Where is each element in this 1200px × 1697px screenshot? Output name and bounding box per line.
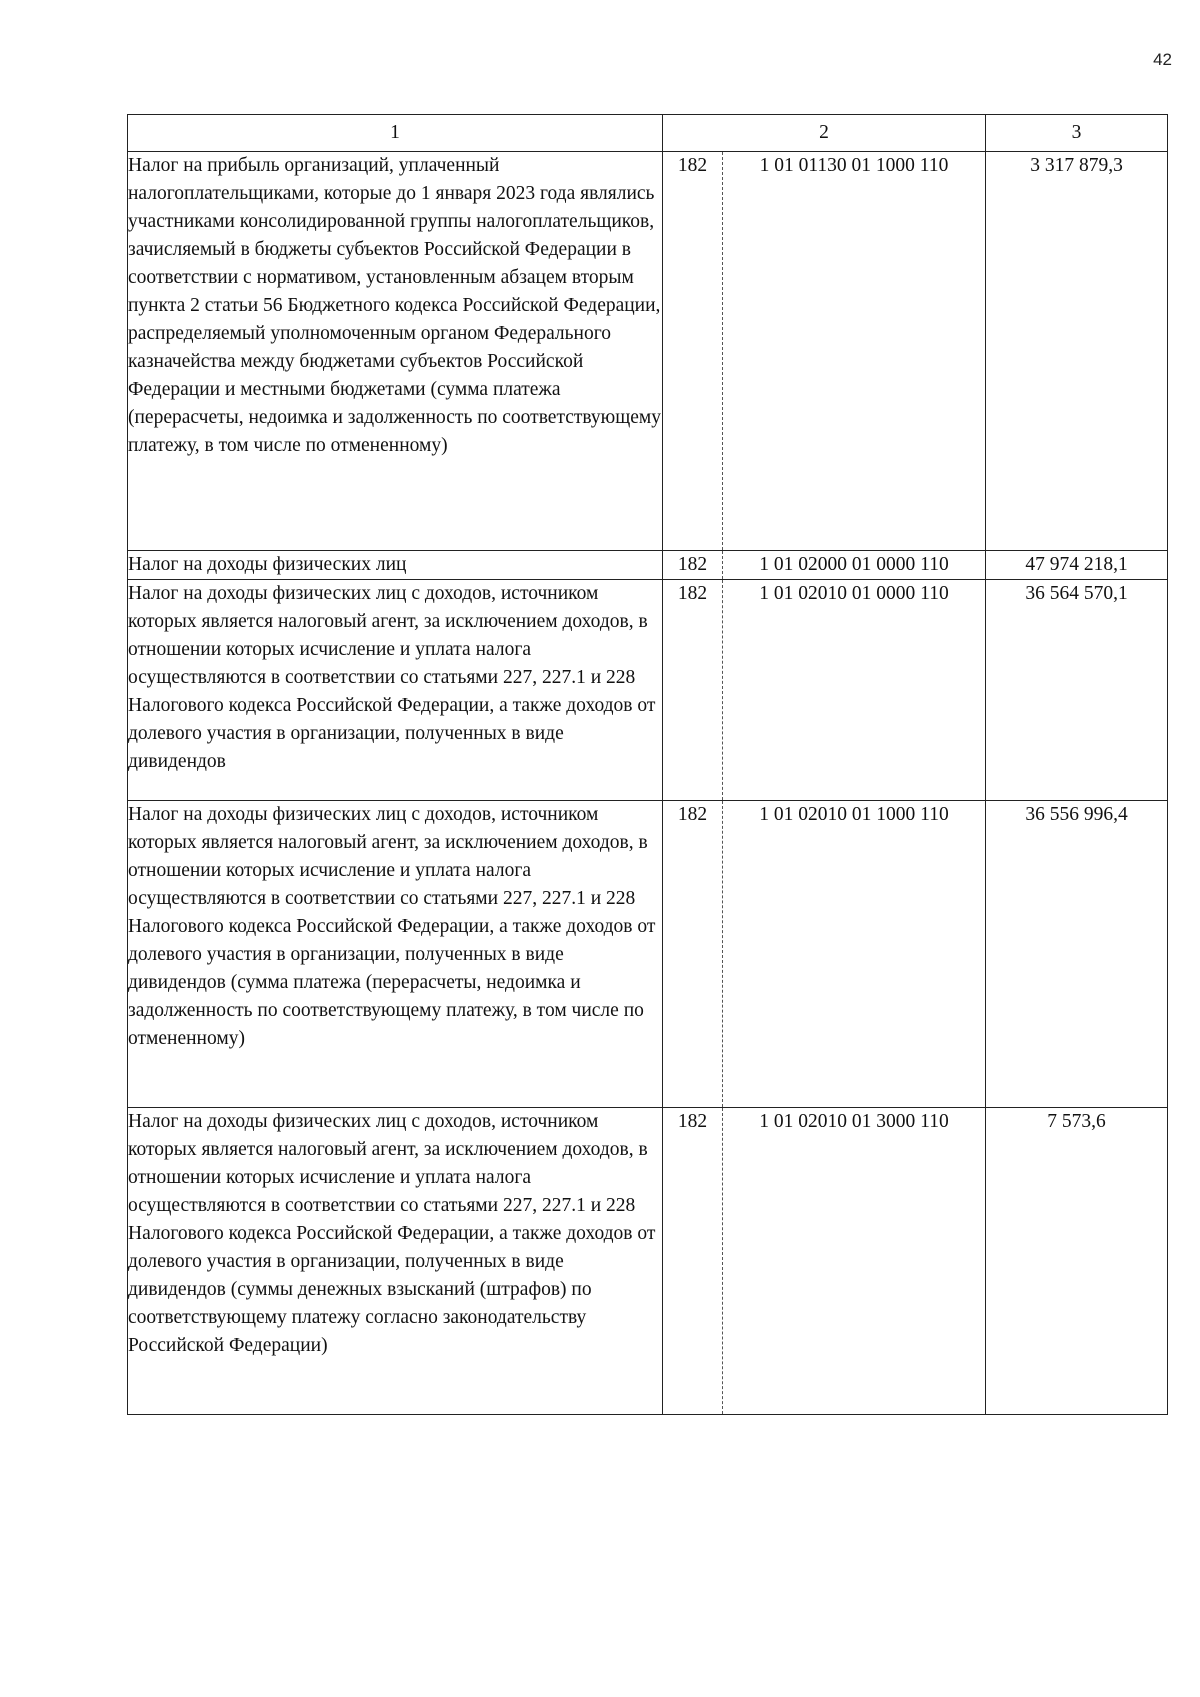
revenue-name-cell: Налог на доходы физических лиц с доходов, источником которых является налоговый агент, за исключением доходов, в отношении которых исчисление и уплата налога осуществляются в соответствии со статьями 227, 227.1 и 228 Налогового кодекса Российской Федерации, а также доходов от долевого участия в организации, полученных в виде дивидендов (сумма платежа (перерасчеты, недоимка и задолженность по соответствующему платежу, в том числе по отмененному) [128,801,663,1108]
classification-code-cell: 1 01 02010 01 3000 110 [723,1108,986,1415]
admin-code-cell: 182 [663,152,723,551]
admin-code-cell: 182 [663,1108,723,1415]
revenue-name-cell: Налог на доходы физических лиц [128,551,663,580]
table-row [128,152,1168,551]
amount-cell: 7 573,6 [986,1108,1168,1415]
revenue-name-cell: Налог на доходы физических лиц с доходов, источником которых является налоговый агент, за исключением доходов, в отношении которых исчисление и уплата налога осуществляются в соответствии со статьями 227, 227.1 и 228 Налогового кодекса Российской Федерации, а также доходов от долевого участия в организации, полученных в виде дивидендов (суммы денежных взысканий (штрафов) по соответствующему платежу согласно законодательству Российской Федерации) [128,1108,663,1415]
header-row [128,115,1168,152]
classification-code-cell: 1 01 02000 01 0000 110 [723,551,986,580]
revenue-name-cell: Налог на доходы физических лиц с доходов, источником которых является налоговый агент, за исключением доходов, в отношении которых исчисление и уплата налога осуществляются в соответствии со статьями 227, 227.1 и 228 Налогового кодекса Российской Федерации, а также доходов от долевого участия в организации, полученных в виде дивидендов [128,580,663,801]
amount-cell: 47 974 218,1 [986,551,1168,580]
column-header-1: 1 [128,115,663,152]
amount-cell: 3 317 879,3 [986,152,1168,551]
admin-code-cell: 182 [663,801,723,1108]
amount-cell: 36 564 570,1 [986,580,1168,801]
amount-cell: 36 556 996,4 [986,801,1168,1108]
admin-code-cell: 182 [663,551,723,580]
column-header-3: 3 [986,115,1168,152]
table-row [128,1108,1168,1415]
revenue-name-cell: Налог на прибыль организаций, уплаченный налогоплательщиками, которые до 1 января 2023 года являлись участниками консолидированной группы налогоплательщиков, зачисляемый в бюджеты субъектов Российской Федерации в соответствии с нормативом, установленным абзацем вторым пункта 2 статьи 56 Бюджетного кодекса Российской Федерации, распределяемый уполномоченным органом Федерального казначейства между бюджетами субъектов Российской Федерации и местными бюджетами (сумма платежа (перерасчеты, недоимка и задолженность по соответствующему платежу, в том числе по отмененному) [128,152,663,551]
table-row [128,801,1168,1108]
revenue-table [127,114,1168,1415]
classification-code-cell: 1 01 02010 01 0000 110 [723,580,986,801]
column-header-2: 2 [663,115,986,152]
table-row [128,580,1168,801]
page-number: 42 [1153,50,1172,69]
table-row [128,551,1168,580]
admin-code-cell: 182 [663,580,723,801]
classification-code-cell: 1 01 01130 01 1000 110 [723,152,986,551]
classification-code-cell: 1 01 02010 01 1000 110 [723,801,986,1108]
